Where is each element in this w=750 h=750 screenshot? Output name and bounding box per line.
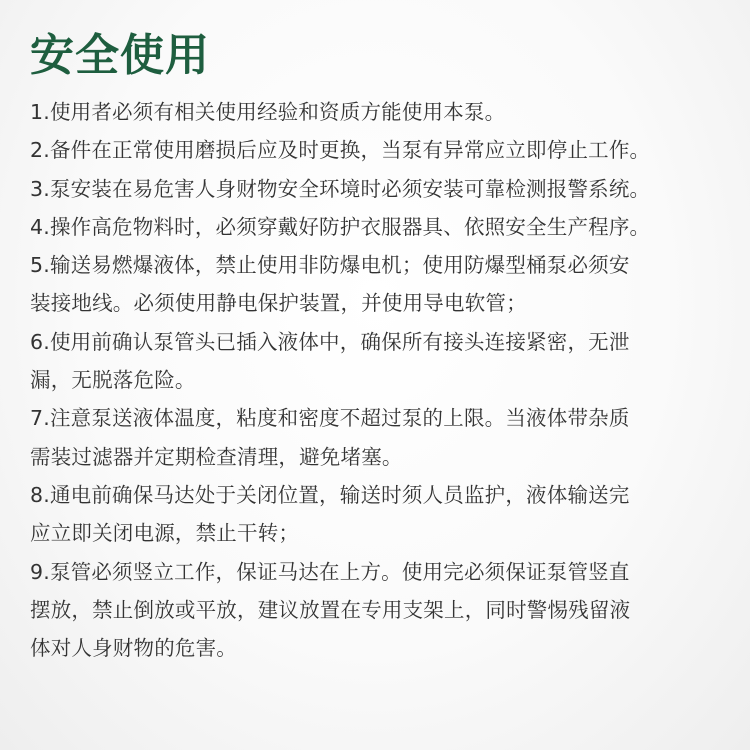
safety-rule-line: 应立即关闭电源，禁止干转； — [30, 521, 300, 546]
safety-rule-line: 8.通电前确保马达处于关闭位置，输送时须人员监护，液体输送完 — [30, 482, 630, 507]
safety-rule-line: 漏，无脱落危险。 — [30, 368, 196, 393]
safety-rule-line: 4.操作高危物料时，必须穿戴好防护衣服器具、依照安全生产程序。 — [30, 214, 651, 239]
safety-rule-line: 1.使用者必须有相关使用经验和资质方能使用本泵。 — [30, 100, 506, 124]
safety-rule-line: 体对人身财物的危害。 — [30, 636, 237, 661]
safety-rule-9 — [30, 553, 750, 668]
safety-rule-line: 9.泵管必须竖立工作，保证马达在上方。使用完必须保证泵管竖直 — [30, 559, 630, 584]
safety-rule-line: 摆放，禁止倒放或平放，建议放置在专用支架上，同时警惕残留液 — [30, 597, 631, 622]
safety-rule-4 — [30, 208, 750, 246]
safety-rule-5 — [30, 246, 750, 323]
safety-rule-line: 7.注意泵送液体温度，粘度和密度不超过泵的上限。当液体带杂质 — [30, 406, 630, 431]
safety-rules-list — [30, 93, 750, 667]
safety-rule-8 — [30, 476, 750, 553]
safety-rule-line: 3.泵安装在易危害人身财物安全环境时必须安装可靠检测报警系统。 — [30, 176, 651, 201]
safety-rule-2 — [30, 131, 750, 169]
safety-rule-line: 装接地线。必须使用静电保护装置，并使用导电软管； — [30, 291, 527, 316]
safety-rule-1 — [30, 93, 750, 131]
safety-rule-line: 5.输送易燃爆液体，禁止使用非防爆电机；使用防爆型桶泵必须安 — [30, 253, 630, 278]
safety-rule-line: 2.备件在正常使用磨损后应及时更换，当泵有异常应立即停止工作。 — [30, 138, 651, 163]
safety-rule-3 — [30, 170, 750, 208]
safety-rule-6 — [30, 323, 750, 400]
safety-rule-7 — [30, 399, 750, 476]
safety-rule-line: 需装过滤器并定期检查清理，避免堵塞。 — [30, 444, 403, 469]
safety-rule-line: 6.使用前确认泵管头已插入液体中，确保所有接头连接紧密，无泄 — [30, 329, 630, 354]
page-title: 安全使用 — [30, 30, 210, 81]
